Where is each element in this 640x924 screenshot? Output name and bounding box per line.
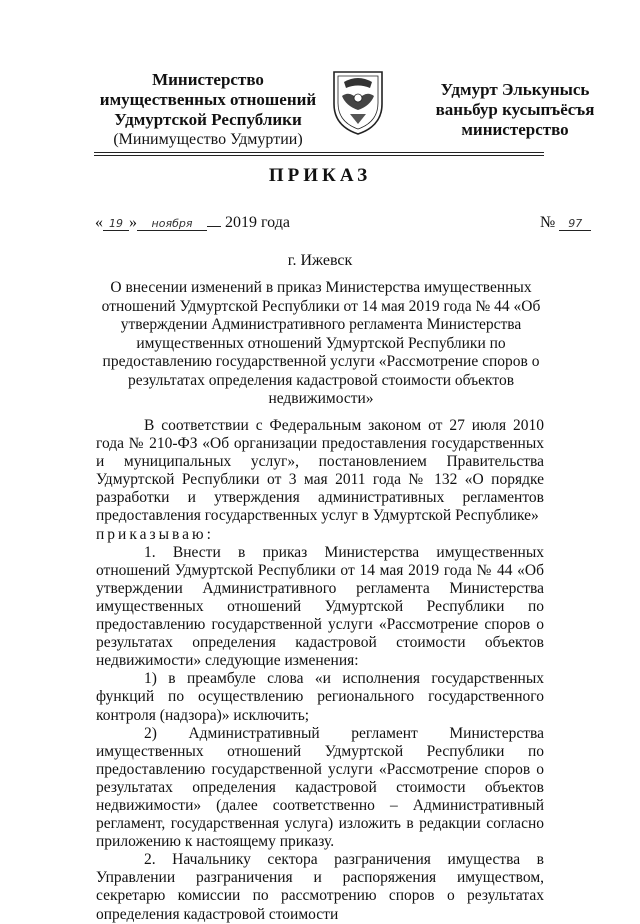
item-2-paragraph: 2. Начальнику сектора разграничения имущества в Управлении разграничения и распоряжения имуществом, секретарю комиссии по рассмотрению споров о результатах определения кадастровой стоимости: [96, 851, 544, 923]
date-month: ноября: [137, 217, 207, 231]
ministry-line-2: имущественных отношений: [99, 90, 317, 109]
document-title: ПРИКАЗ: [268, 165, 372, 186]
date-day: 19: [103, 217, 129, 231]
udmurt-line-1: Удмурт Элькунысь: [440, 80, 590, 99]
order-body: [96, 417, 544, 924]
date-open-quote: «: [95, 214, 103, 231]
date-year: 2019 года: [225, 214, 290, 231]
ministry-line-1: Министерство: [152, 70, 264, 89]
ministry-name-udmurt: [420, 80, 610, 140]
order-word: приказываю:: [96, 525, 214, 543]
city: г. Ижевск: [287, 252, 353, 269]
ministry-name-russian: [88, 70, 328, 150]
number-label: №: [540, 214, 556, 231]
order-date: [95, 214, 290, 232]
header-divider-second: [94, 155, 544, 156]
item-1-paragraph: 1. Внести в приказ Министерства имущественных отношений Удмуртской Республики от 14 мая 2019 года № 44 «Об утверждении Административного регламента Министерства имущественных отношений Удмуртской Республики по предоставлению государственной услуги «Рассмотрение споров о результатах определения кадастровой стоимости объектов недвижимости» следующие изменения:: [96, 543, 544, 670]
udmurt-line-2: ваньбур кусыпъёсъя: [435, 100, 595, 119]
date-underline: [207, 226, 221, 227]
order-subject: О внесении изменений в приказ Министерства имущественных отношений Удмуртской Республики от 14 мая 2019 года № 44 «Об утверждении Административного регламента Министерства имущественных отношений Удмуртской Республики по предоставлению государственной услуги «Рассмотрение споров о результатах определения кадастровой стоимости объектов недвижимости»: [101, 279, 541, 407]
order-number: [540, 214, 591, 232]
item-1-1-paragraph: 1) в преамбуле слова «и исполнения государственных функций по осуществлению регионального государственного контроля (надзора)» исключить;: [96, 670, 544, 724]
coat-of-arms-icon: [330, 66, 386, 136]
number-value: 97: [559, 217, 591, 231]
preamble-paragraph: В соответствии с Федеральным законом от 27 июля 2010 года № 210-ФЗ «Об организации предоставления государственных и муниципальных услуг», постановлением Правительства Удмуртской Республики от 3 мая 2011 года № 132 «О порядке разработки и утверждения административных регламентов предоставления государственных услуг в Удмуртской Республике»: [96, 417, 544, 525]
ministry-line-3: Удмуртской Республики: [114, 110, 302, 129]
udmurt-line-3: министерство: [461, 120, 569, 139]
item-1-2-paragraph: 2) Административный регламент Министерства имущественных отношений Удмуртской Республики по предоставлению государственной услуги «Рассмотрение споров о результатах определения кадастровой стоимости объектов недвижимости» (далее соответственно – Административный регламент, государственная услуга) изложить в редакции согласно приложению к настоящему приказу.: [96, 724, 544, 851]
header-divider: [94, 152, 544, 153]
date-close-quote: »: [129, 214, 137, 231]
ministry-abbreviation: (Минимущество Удмуртии): [113, 131, 303, 148]
